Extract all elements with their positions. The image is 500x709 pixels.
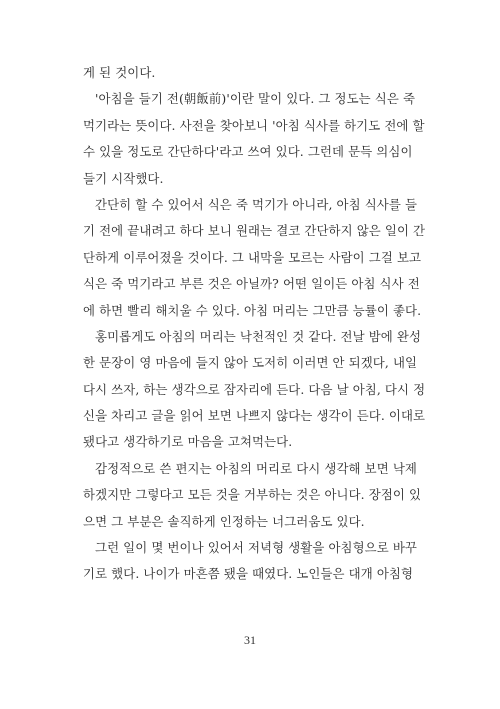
text-line: 게 된 것이다. [83, 65, 156, 80]
text-line: 들기 시작했다. [83, 170, 164, 186]
text-line: '아침을 들기 전(朝飯前)'이란 말이 있다. 그 정도는 식은 죽 [95, 91, 416, 107]
text-line: 한 문장이 영 마음에 들지 않아 도저히 이러면 안 되겠다, 내일 [83, 355, 418, 371]
text-line: 먹기라는 뜻이다. 사전을 찾아보니 '아침 식사를 하기도 전에 할 [83, 117, 425, 133]
page-number: 31 [244, 633, 256, 647]
text-line: 그런 일이 몇 번이나 있어서 저녁형 생활을 아침형으로 바꾸 [95, 540, 417, 556]
text-line: 기로 했다. 나이가 마흔쯤 됐을 때였다. 노인들은 대개 아침형 [83, 566, 414, 582]
text-line: 감정적으로 쓴 편지는 아침의 머리로 다시 생각해 보면 낙제 [95, 460, 417, 476]
text-line: 간단히 할 수 있어서 식은 죽 먹기가 아니라, 아침 식사를 들 [95, 196, 418, 212]
body-text [83, 60, 430, 588]
text-line: 식은 죽 먹기라고 부른 것은 아닐까? 어떤 일이든 아침 식사 전 [83, 276, 420, 292]
text-line: 신을 차리고 글을 읽어 보면 나쁘지 않다는 생각이 든다. 이대로 [83, 408, 426, 424]
text-line: 단하게 이루어졌을 것이다. 그 내막을 모르는 사람이 그걸 보고 [83, 249, 422, 265]
text-line: 으면 그 부분은 솔직하게 인정하는 너그러움도 있다. [83, 513, 365, 529]
text-line: 수 있을 정도로 간단하다'라고 쓰여 있다. 그런데 문득 의심이 [83, 144, 413, 160]
text-line: 다시 쓰자, 하는 생각으로 잠자리에 든다. 다음 날 아침, 다시 정 [83, 381, 426, 397]
text-line: 에 하면 빨리 해치울 수 있다. 아침 머리는 그만큼 능률이 좋다. [83, 302, 422, 318]
text-line: 기 전에 끝내려고 하다 보니 원래는 결코 간단하지 않은 일이 간 [83, 223, 426, 239]
text-line: 하겠지만 그렇다고 모든 것을 거부하는 것은 아니다. 장점이 있 [83, 487, 422, 503]
text-line: 홍미롭게도 아침의 머리는 낙천적인 것 같다. 전날 밤에 완성 [95, 328, 422, 344]
text-line: 됐다고 생각하기로 마음을 고쳐먹는다. [83, 434, 293, 450]
